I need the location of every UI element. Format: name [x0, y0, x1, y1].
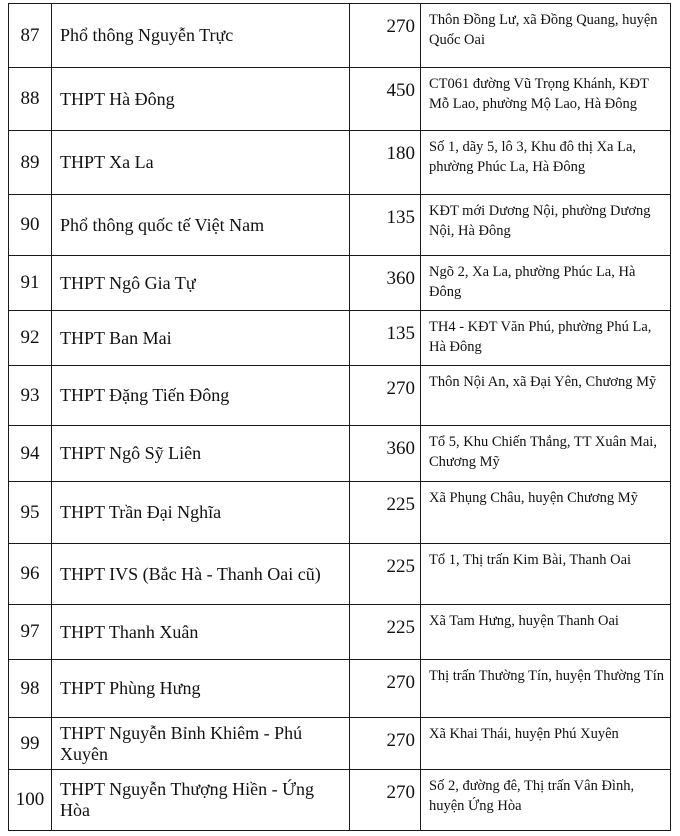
address-cell: Xã Khai Thái, huyện Phú Xuyên	[421, 718, 671, 770]
quota-cell: 270	[350, 770, 421, 831]
row-number-cell: 88	[9, 68, 52, 131]
table-row	[9, 426, 671, 482]
address-cell: Tổ 1, Thị trấn Kim Bài, Thanh Oai	[421, 544, 671, 605]
quota-cell: 225	[350, 605, 421, 660]
table-row	[9, 195, 671, 256]
school-name-cell: THPT Đặng Tiến Đông	[52, 366, 350, 426]
row-number-cell: 100	[9, 770, 52, 831]
school-name-cell: THPT Ngô Sỹ Liên	[52, 426, 350, 482]
address-cell: Thôn Đồng Lư, xã Đồng Quang, huyện Quốc Oai	[421, 4, 671, 68]
row-number-cell: 93	[9, 366, 52, 426]
quota-cell: 360	[350, 256, 421, 311]
row-number-cell: 87	[9, 4, 52, 68]
school-name-cell: THPT Trần Đại Nghĩa	[52, 482, 350, 544]
address-cell: TH4 - KĐT Văn Phú, phường Phú La, Hà Đông	[421, 311, 671, 366]
address-cell: Thị trấn Thường Tín, huyện Thường Tín	[421, 660, 671, 718]
school-name-cell: THPT IVS (Bắc Hà - Thanh Oai cũ)	[52, 544, 350, 605]
address-cell: KĐT mới Dương Nội, phường Dương Nội, Hà Đông	[421, 195, 671, 256]
row-number-cell: 92	[9, 311, 52, 366]
quota-cell: 225	[350, 482, 421, 544]
row-number-cell: 90	[9, 195, 52, 256]
quota-cell: 270	[350, 4, 421, 68]
table-row	[9, 605, 671, 660]
row-number-cell: 99	[9, 718, 52, 770]
school-name-cell: THPT Nguyễn Bỉnh Khiêm - Phú Xuyên	[52, 718, 350, 770]
table-row	[9, 4, 671, 68]
table-row	[9, 770, 671, 831]
row-number-cell: 89	[9, 131, 52, 195]
school-name-cell: THPT Thanh Xuân	[52, 605, 350, 660]
quota-cell: 180	[350, 131, 421, 195]
table-row	[9, 311, 671, 366]
table-row	[9, 366, 671, 426]
school-name-cell: THPT Xa La	[52, 131, 350, 195]
school-name-cell: THPT Ngô Gia Tự	[52, 256, 350, 311]
row-number-cell: 97	[9, 605, 52, 660]
row-number-cell: 94	[9, 426, 52, 482]
schools-table-body	[9, 4, 671, 831]
quota-cell: 360	[350, 426, 421, 482]
table-row	[9, 718, 671, 770]
quota-cell: 225	[350, 544, 421, 605]
address-cell: CT061 đường Vũ Trọng Khánh, KĐT Mỗ Lao, phường Mộ Lao, Hà Đông	[421, 68, 671, 131]
table-row	[9, 256, 671, 311]
quota-cell: 135	[350, 195, 421, 256]
row-number-cell: 95	[9, 482, 52, 544]
address-cell: Ngõ 2, Xa La, phường Phúc La, Hà Đông	[421, 256, 671, 311]
row-number-cell: 98	[9, 660, 52, 718]
quota-cell: 135	[350, 311, 421, 366]
table-row	[9, 660, 671, 718]
school-name-cell: THPT Ban Mai	[52, 311, 350, 366]
quota-cell: 270	[350, 718, 421, 770]
table-row	[9, 131, 671, 195]
school-name-cell: Phổ thông Nguyễn Trực	[52, 4, 350, 68]
address-cell: Thôn Nội An, xã Đại Yên, Chương Mỹ	[421, 366, 671, 426]
school-name-cell: THPT Phùng Hưng	[52, 660, 350, 718]
quota-cell: 270	[350, 660, 421, 718]
table-row	[9, 544, 671, 605]
address-cell: Số 2, đường đê, Thị trấn Vân Đình, huyện Ứng Hòa	[421, 770, 671, 831]
school-name-cell: THPT Nguyễn Thượng Hiền - Ứng Hòa	[52, 770, 350, 831]
quota-cell: 270	[350, 366, 421, 426]
table-row	[9, 482, 671, 544]
address-cell: Xã Phụng Châu, huyện Chương Mỹ	[421, 482, 671, 544]
table-row	[9, 68, 671, 131]
address-cell: Số 1, dãy 5, lô 3, Khu đô thị Xa La, phường Phúc La, Hà Đông	[421, 131, 671, 195]
row-number-cell: 91	[9, 256, 52, 311]
school-name-cell: Phổ thông quốc tế Việt Nam	[52, 195, 350, 256]
address-cell: Xã Tam Hưng, huyện Thanh Oai	[421, 605, 671, 660]
address-cell: Tổ 5, Khu Chiến Thắng, TT Xuân Mai, Chương Mỹ	[421, 426, 671, 482]
schools-table	[8, 3, 671, 831]
school-name-cell: THPT Hà Đông	[52, 68, 350, 131]
quota-cell: 450	[350, 68, 421, 131]
row-number-cell: 96	[9, 544, 52, 605]
